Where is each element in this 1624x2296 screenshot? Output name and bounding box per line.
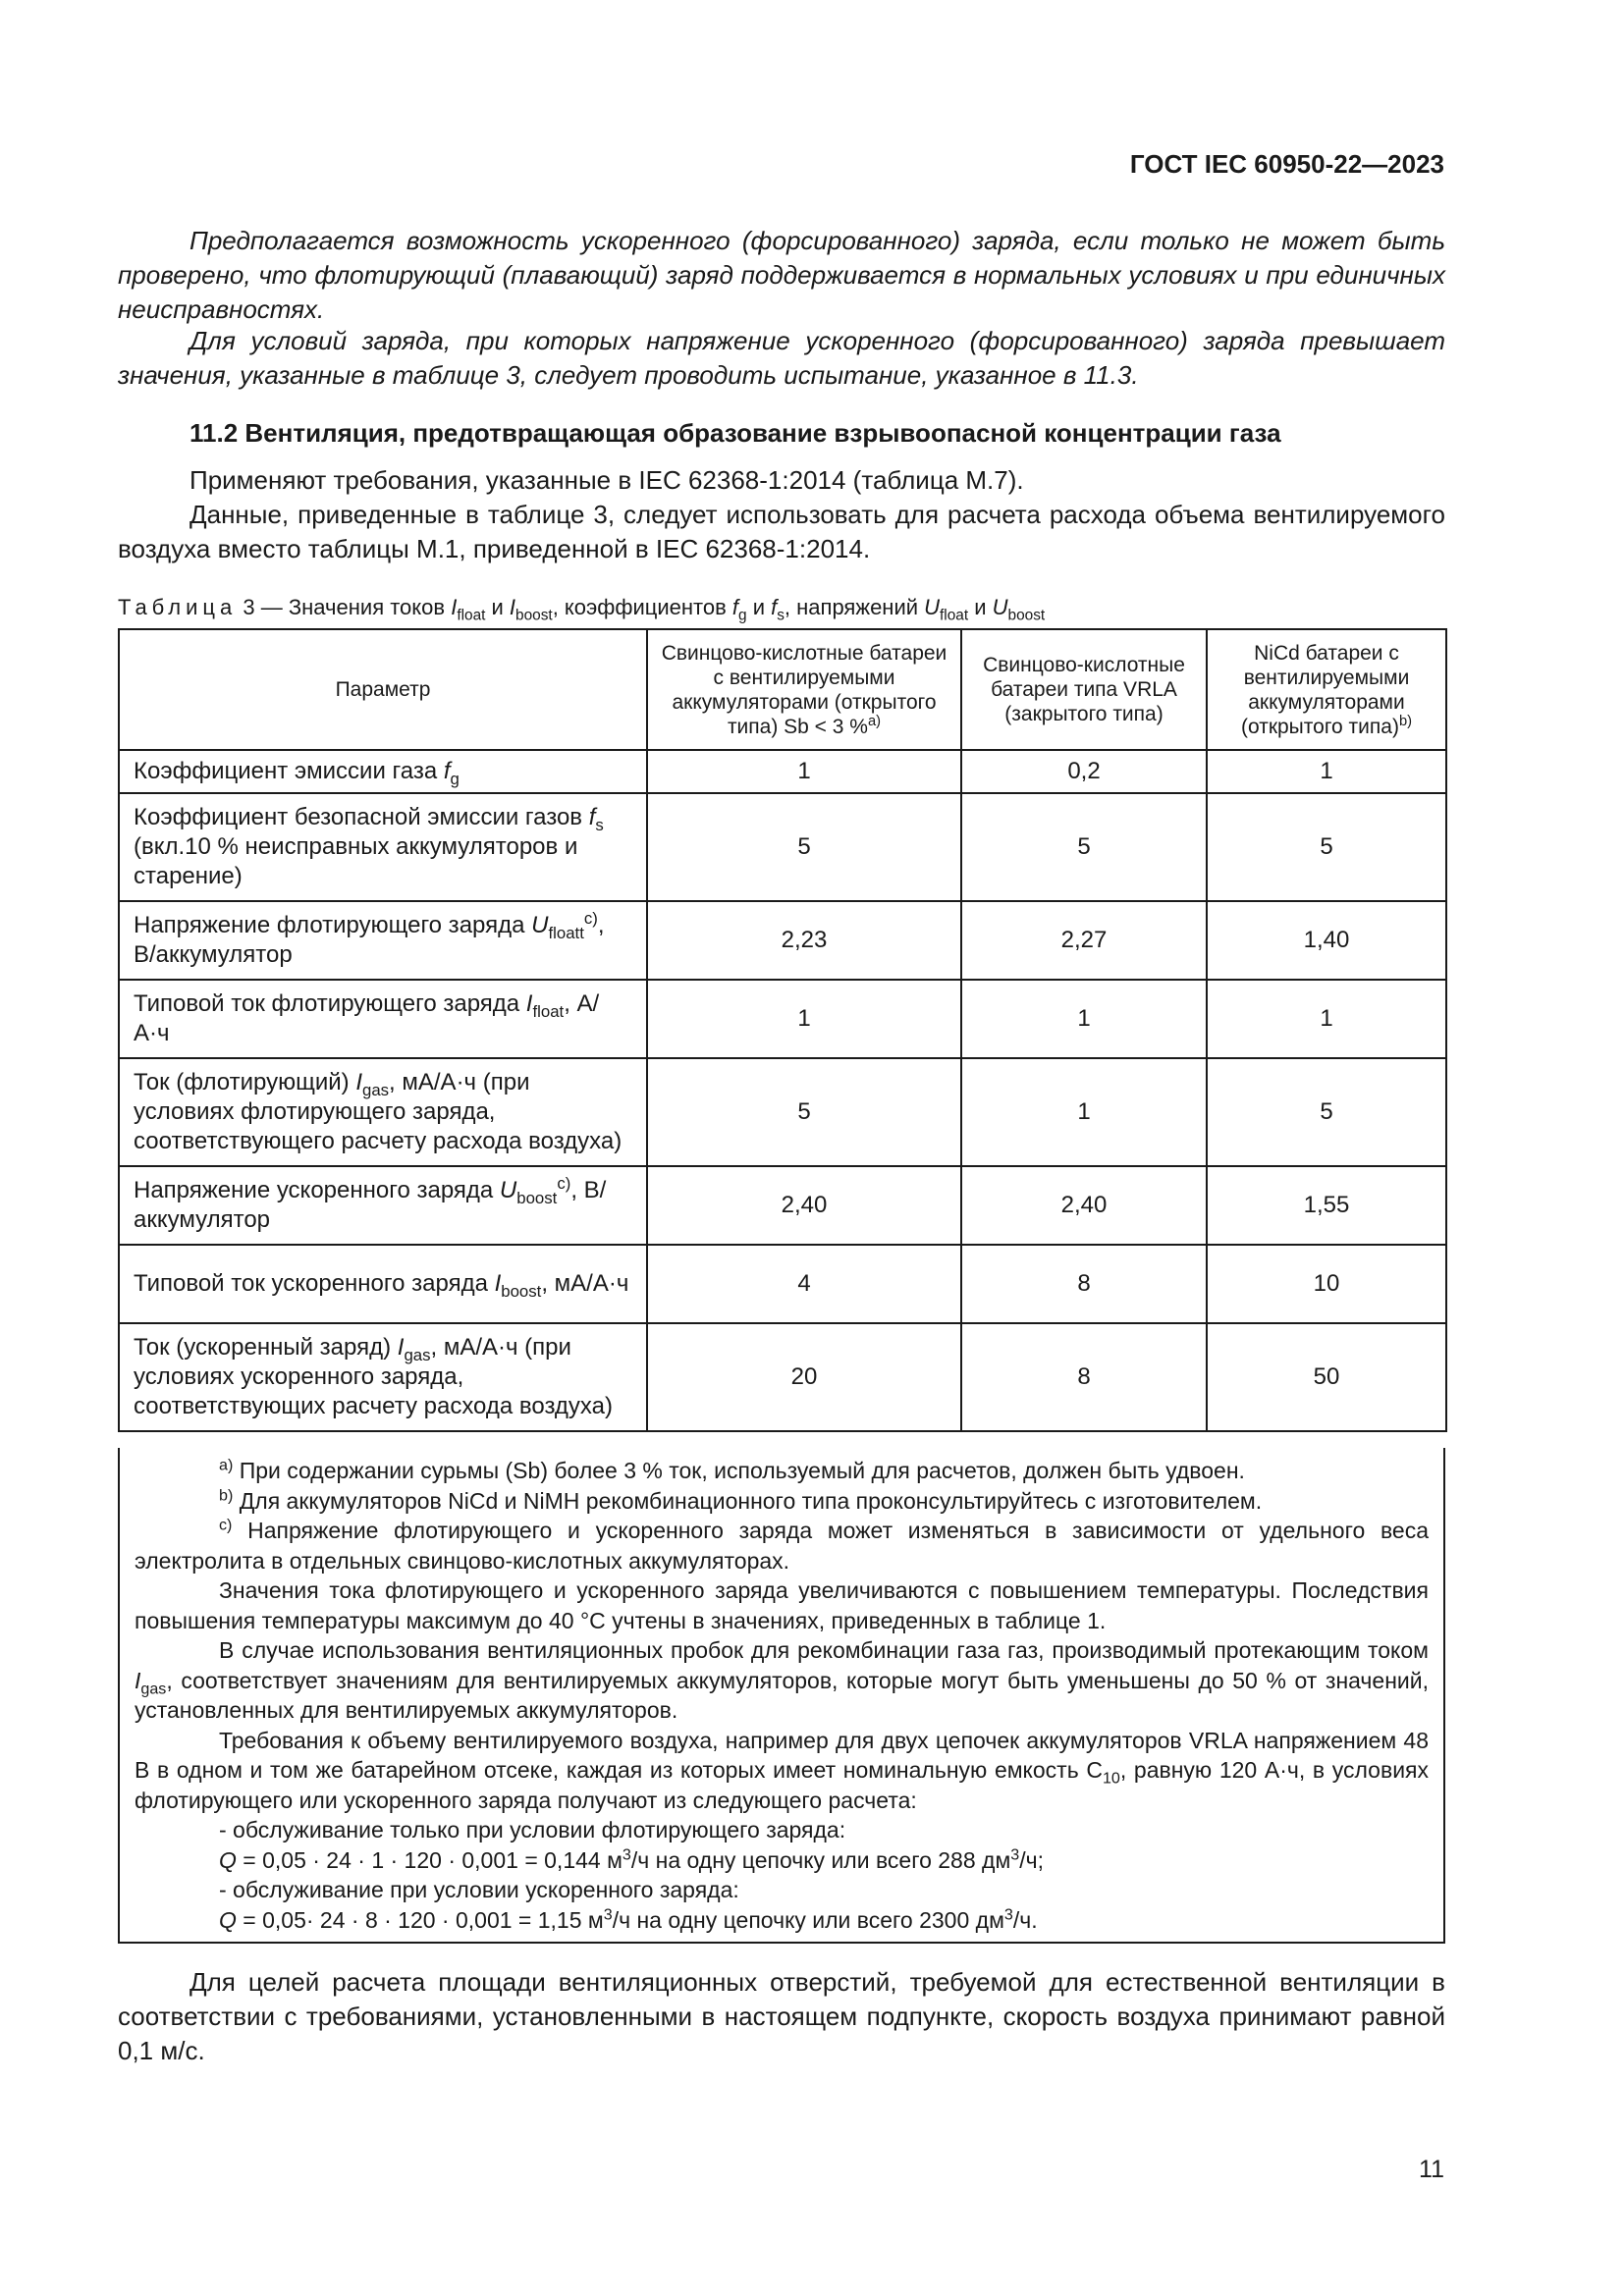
parameter-symbol: U xyxy=(499,1177,517,1203)
header-nicd-vented: NiCd батареи с вентилируемыми аккумуляторами (открытого типа)$^{b)}$ xyxy=(1207,629,1446,750)
table-row xyxy=(119,750,1446,793)
value-cell: 1 xyxy=(1207,750,1446,793)
parameter-symbol: I xyxy=(355,1069,362,1095)
intro-paragraph-1: Предполагается возможность ускоренного (форсированного) заряда, если только не может быть проверено, что флотирующий (плавающий) заряд поддерживается в нормальных условиях и при единичных неисправностях. xyxy=(118,226,1445,324)
parameter-cell: Коэффициент эмиссии газа $f_g$ xyxy=(119,750,647,793)
note-paragraph-3: Требования к объему вентилируемого воздуха, например для двух цепочек аккумуляторов VRLA напряжением 48 В в одном и том же батарейном отсеке, каждая из которых имеет номинальную емкость $С_{10}$, равную 120 А·ч, в условиях флотирующего или ускоренного заряда получают из следующего расчета: xyxy=(135,1727,1429,1813)
header-lead-acid-vented: Свинцово-кислотные батареи с вентилируемыми аккумуляторами (открытого типа) Sb < 3 %$^{a)}$ xyxy=(647,629,961,750)
parameter-cell: Ток (ускоренный заряд) $I_{gas}$, мА/А·ч (при условиях ускоренного заряда, соответствующих расчету расхода воздуха) xyxy=(119,1323,647,1431)
note-formula-1: Q = 0,05 · 24 · 1 · 120 · 0,001 = 0,144 $м^3/ч$ на одну цепочку или всего 288 $дм^3/ч$; xyxy=(219,1844,1044,1873)
parameter-cell: Напряжение флотирующего заряда $U_{floatt}^{c)}$, В/аккумулятор xyxy=(119,901,647,980)
value-cell: 50 xyxy=(1207,1323,1446,1431)
value-cell: 1 xyxy=(961,980,1207,1058)
value-cell: 1 xyxy=(647,750,961,793)
section-paragraph-1: Применяют требования, указанные в IEC 62368-1:2014 (таблица М.7). xyxy=(189,465,1024,495)
note-a: $^{a)}$ При содержании сурьмы (Sb) более 3 % ток, используемый для расчетов, должен быть удвоен. xyxy=(219,1456,1245,1483)
value-cell: 5 xyxy=(647,793,961,901)
header-parameter: Параметр xyxy=(119,629,647,750)
value-cell: 1,40 xyxy=(1207,901,1446,980)
note-paragraph-1: Значения тока флотирующего и ускоренного заряда увеличиваются с повышением температуры. Последствия повышения температуры максимум до 40 °С учтены в значениях, приведенных в таблице 1. xyxy=(135,1577,1429,1633)
parameter-cell: Коэффициент безопасной эмиссии газов $f_s$ (вкл.10 % неисправных аккумуляторов и старение) xyxy=(119,793,647,901)
table-header-row xyxy=(119,629,1446,750)
parameter-symbol: f xyxy=(588,804,596,830)
value-cell: 2,27 xyxy=(961,901,1207,980)
value-cell: 2,23 xyxy=(647,901,961,980)
value-cell: 2,40 xyxy=(961,1166,1207,1245)
value-cell: 5 xyxy=(647,1058,961,1166)
parameter-cell: Напряжение ускоренного заряда $U_{boost}^{c)}$, В/аккумулятор xyxy=(119,1166,647,1245)
table-row xyxy=(119,1058,1446,1166)
parameter-symbol: I xyxy=(525,990,533,1017)
value-cell: 10 xyxy=(1207,1245,1446,1323)
header-vrla: Свинцово-кислотные батареи типа VRLA (закрытого типа) xyxy=(961,629,1207,750)
note-formula-2: Q = 0,05· 24 · 8 · 120 · 0,001 = 1,15 $м^3/ч$ на одну цепочку или всего 2300 $дм^3/ч$. xyxy=(219,1904,1038,1933)
note-list-item-1: - обслуживание только при условии флотирующего заряда: xyxy=(219,1817,846,1842)
value-cell: 2,40 xyxy=(647,1166,961,1245)
parameter-symbol: I xyxy=(397,1334,405,1361)
note-c: $^{c)}$ Напряжение флотирующего и ускоренного заряда может изменяться в зависимости от удельного веса электролита в отдельных свинцово-кислотных аккумуляторах. xyxy=(135,1516,1429,1574)
value-cell: 5 xyxy=(1207,793,1446,901)
standard-header: ГОСТ IEC 60950-22—2023 xyxy=(1129,149,1444,179)
table-row xyxy=(119,901,1446,980)
parameters-table xyxy=(118,628,1447,1432)
section-paragraph-2: Данные, приведенные в таблице 3, следует использовать для расчета расхода объема вентилируемого воздуха вместо таблицы М.1, приведенной в IEC 62368-1:2014. xyxy=(118,500,1445,563)
table-caption: Таблица 3 — Значения токов $I_{float}$ и $I_{boost}$, коэффициентов $f_g$ и $f_s$, напряжений $U_{float}$ и $U_{boost}$ xyxy=(118,595,1046,624)
value-cell: 1,55 xyxy=(1207,1166,1446,1245)
value-cell: 1 xyxy=(1207,980,1446,1058)
value-cell: 1 xyxy=(961,1058,1207,1166)
table-row xyxy=(119,1323,1446,1431)
note-list-item-2: - обслуживание при условии ускоренного заряда: xyxy=(219,1877,739,1902)
caption-number: 3 xyxy=(243,595,255,619)
parameter-symbol: f xyxy=(443,758,451,784)
parameter-cell: Ток (флотирующий) $I_{gas}$, мА/А·ч (при условиях флотирующего заряда, соответствующего расчету расхода воздуха) xyxy=(119,1058,647,1166)
table-notes xyxy=(118,1448,1445,1944)
value-cell: 8 xyxy=(961,1245,1207,1323)
value-cell: 8 xyxy=(961,1323,1207,1431)
value-cell: 4 xyxy=(647,1245,961,1323)
section-heading: 11.2 Вентиляция, предотвращающая образование взрывоопасной концентрации газа xyxy=(189,418,1281,448)
table-row xyxy=(119,1245,1446,1323)
value-cell: 5 xyxy=(1207,1058,1446,1166)
closing-paragraph: Для целей расчета площади вентиляционных отверстий, требуемой для естественной вентиляции в соответствии с требованиями, установленными в настоящем подпункте, скорость воздуха принимают равной 0,1 м/с. xyxy=(118,1967,1445,2065)
table-row xyxy=(119,1166,1446,1245)
page-number: 11 xyxy=(1419,2156,1444,2183)
parameter-symbol: I xyxy=(494,1270,502,1297)
note-b: $^{b)}$ Для аккумуляторов NiCd и NiMH рекомбинационного типа проконсультируйтесь с изготовителем. xyxy=(219,1485,1263,1514)
note-paragraph-2: В случае использования вентиляционных пробок для рекомбинации газа газ, производимый протекающим током $I_{gas}$, соответствует значениям для вентилируемых аккумуляторов, которые могут быть уменьшены до 50 % от значений, установленных для вентилируемых аккумуляторов. xyxy=(135,1637,1429,1723)
intro-paragraph-2: Для условий заряда, при которых напряжение ускоренного (форсированного) заряда превышает значения, указанные в таблице 3, следует проводить испытание, указанное в 11.3. xyxy=(118,326,1445,390)
parameter-symbol: U xyxy=(531,912,549,938)
value-cell: 5 xyxy=(961,793,1207,901)
parameter-cell: Типовой ток флотирующего заряда $I_{float}$, А/А·ч xyxy=(119,980,647,1058)
value-cell: 20 xyxy=(647,1323,961,1431)
table-row xyxy=(119,793,1446,901)
value-cell: 0,2 xyxy=(961,750,1207,793)
table-row xyxy=(119,980,1446,1058)
value-cell: 1 xyxy=(647,980,961,1058)
parameter-cell: Типовой ток ускоренного заряда $I_{boost}$, мА/А·ч xyxy=(119,1245,647,1323)
caption-word: Таблица xyxy=(118,595,238,619)
